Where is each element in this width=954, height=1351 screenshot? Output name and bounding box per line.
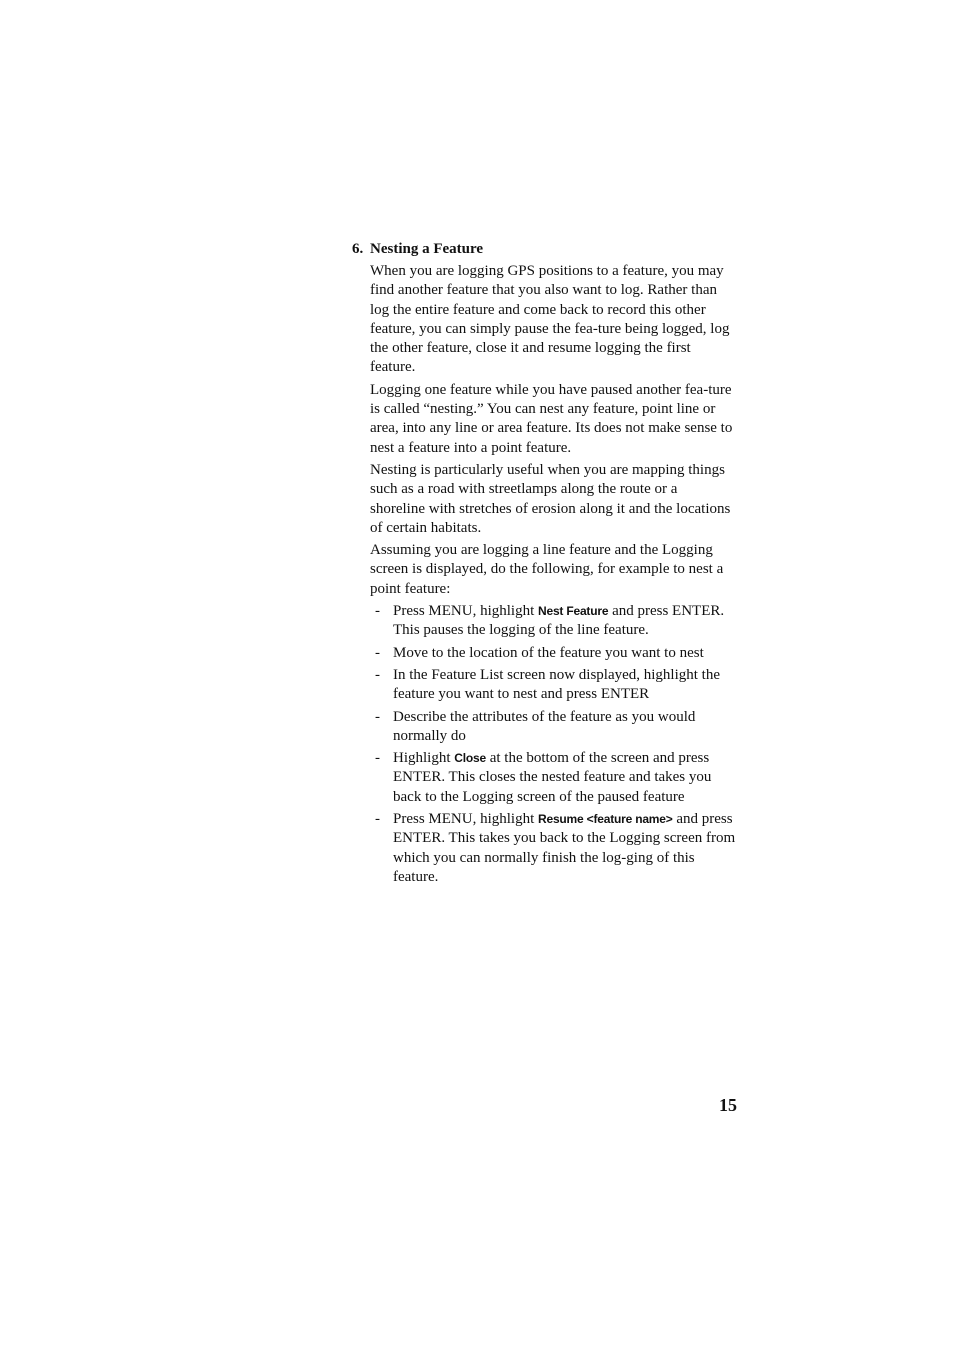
page-number: 15 bbox=[719, 1095, 737, 1115]
step-text: and press ENTER. This takes you back to the Logging screen from which you can normally finish the log-ging of this feature. bbox=[393, 811, 736, 885]
procedure-step bbox=[370, 602, 736, 641]
procedure-step bbox=[370, 666, 736, 705]
section-title: Nesting a Feature bbox=[370, 241, 484, 257]
nesting-feature-section bbox=[352, 240, 736, 890]
procedure-step bbox=[370, 708, 736, 747]
step-dash: - bbox=[375, 750, 380, 767]
nesting-usage-paragraph: Nesting is particularly useful when you are mapping things such as a road with streetlamps along the route or a shoreline with stretches of erosion along it and the locations of certain habitats. bbox=[370, 461, 731, 536]
section-number: 6. bbox=[352, 241, 364, 257]
ui-menu-item-close: Close bbox=[454, 751, 486, 766]
procedure-intro-paragraph: Assuming you are logging a line feature and the Logging screen is displayed, do the following, for example to nest a point feature: bbox=[370, 542, 724, 597]
ui-menu-item-resume-feature: Resume <feature name> bbox=[538, 812, 673, 827]
step-text: Highlight bbox=[393, 750, 455, 767]
step-text: Describe the attributes of the feature as you would normally do bbox=[393, 708, 696, 744]
step-dash: - bbox=[375, 603, 380, 620]
step-text: at the bottom of the screen and press ENTER. This closes the nested feature and takes you back to the Logging screen of the paused feature bbox=[393, 750, 712, 805]
step-text: Move to the location of the feature you want to nest bbox=[393, 644, 704, 661]
procedure-step bbox=[370, 810, 736, 887]
step-dash: - bbox=[375, 811, 380, 828]
step-dash: - bbox=[375, 708, 380, 725]
section-heading bbox=[352, 240, 736, 259]
nesting-definition-paragraph: Logging one feature while you have paused another fea-ture is called “nesting.” You can nest any feature, point line or area, into any line or area feature. Its does not make sense to nest a feature into a point feature. bbox=[370, 381, 733, 456]
step-text: Press MENU, highlight bbox=[393, 811, 539, 828]
ui-menu-item-nest-feature: Nest Feature bbox=[538, 604, 609, 619]
intro-paragraph: When you are logging GPS positions to a feature, you may find another feature that you also want to log. Rather than log the entire feature and come back to record this other feature, you can simply pause the fea-ture being logged, log the other feature, close it and resume logging the first feature. bbox=[370, 263, 730, 376]
procedure-step bbox=[370, 644, 736, 663]
step-dash: - bbox=[375, 644, 380, 661]
procedure-step bbox=[370, 749, 736, 807]
step-text: Press MENU, highlight bbox=[393, 603, 539, 620]
step-dash: - bbox=[375, 666, 380, 683]
step-text: In the Feature List screen now displayed, highlight the feature you want to nest and press ENTER bbox=[393, 666, 721, 703]
procedure-steps-list bbox=[370, 602, 736, 887]
step-text: and press ENTER. This pauses the logging of the line feature. bbox=[393, 603, 725, 639]
